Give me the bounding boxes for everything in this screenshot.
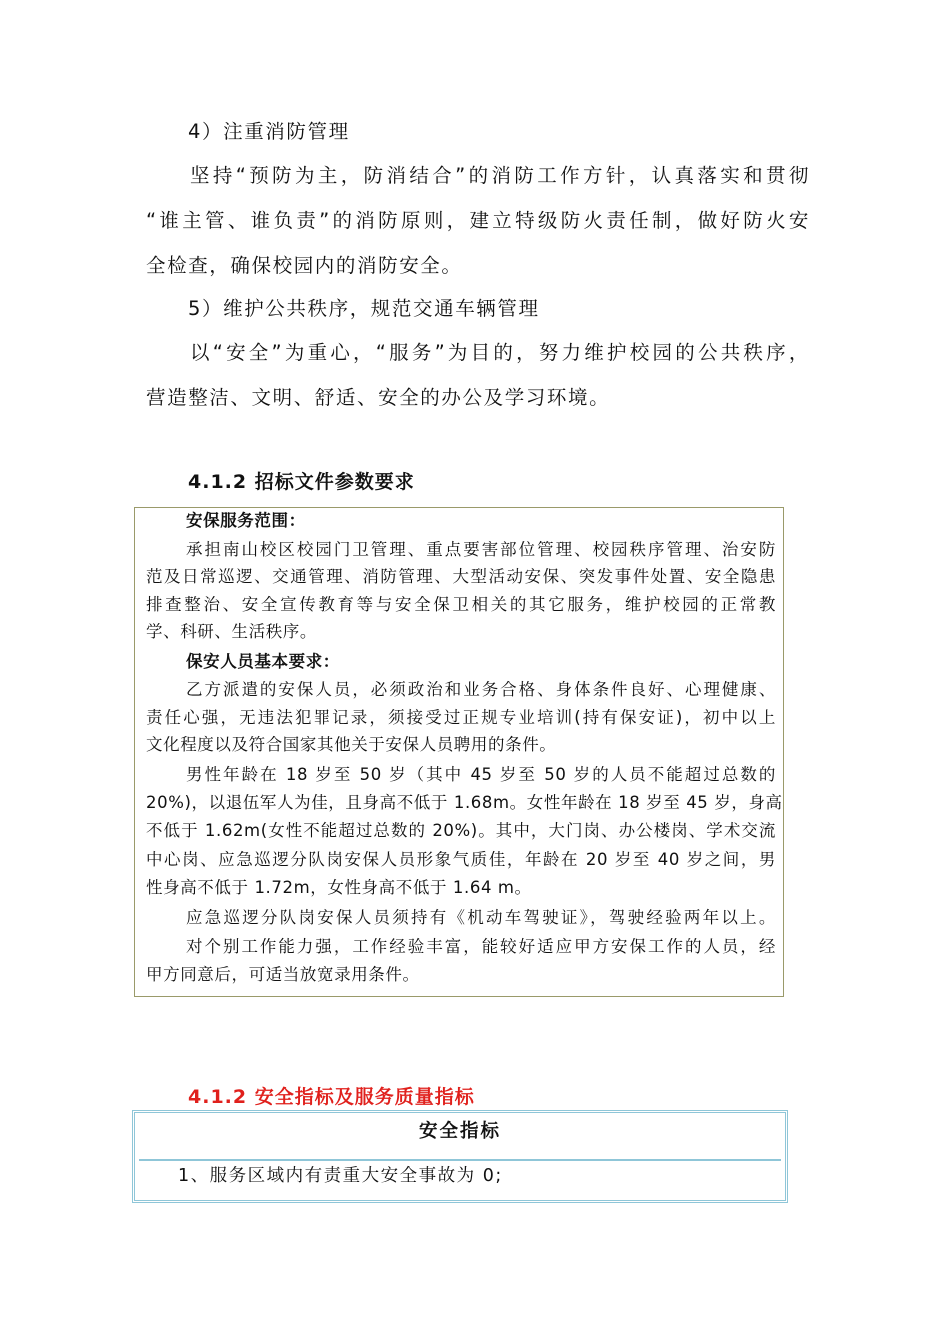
requirement-line: 不低于 1.62m(女性不能超过总数的 20%)。其中，大门岗、办公楼岗、学术交流 <box>146 821 776 840</box>
scope-line: 排查整治、安全宣传教育等与安全保卫相关的其它服务，维护校园的正常教 <box>146 595 776 614</box>
paragraph-line: 全检查，确保校园内的消防安全。 <box>146 254 463 277</box>
requirements-title: 保安人员基本要求： <box>186 652 340 671</box>
requirement-line: 应急巡逻分队岗安保人员须持有《机动车驾驶证》，驾驶经验两年以上。 <box>186 908 776 927</box>
heading-fire-management: 4）注重消防管理 <box>188 120 350 143</box>
scope-line: 范及日常巡逻、交通管理、消防管理、大型活动安保、突发事件处置、安全隐患 <box>146 567 776 586</box>
requirement-line: 中心岗、应急巡逻分队岗安保人员形象气质佳，年龄在 20 岁至 40 岁之间，男 <box>146 850 776 869</box>
requirement-line: 20%)，以退伍军人为佳，且身高不低于 1.68m。女性年龄在 18 岁至 45 岁，身高 <box>146 793 783 812</box>
scope-line: 学、科研、生活秩序。 <box>146 622 317 641</box>
section-title-tender-requirements: 4.1.2 招标文件参数要求 <box>188 471 415 493</box>
heading-public-order: 5）维护公共秩序，规范交通车辆管理 <box>188 297 540 320</box>
requirement-line: 文化程度以及符合国家其他关于安保人员聘用的条件。 <box>146 735 557 754</box>
paragraph-line: 营造整洁、文明、舒适、安全的办公及学习环境。 <box>146 386 611 409</box>
requirement-line: 甲方同意后，可适当放宽录用条件。 <box>146 965 420 984</box>
table-row: 1、服务区域内有责重大安全事故为 0; <box>178 1166 503 1186</box>
requirement-line: 男性年龄在 18 岁至 50 岁（其中 45 岁至 50 岁的人员不能超过总数的 <box>186 765 776 784</box>
requirement-line: 责任心强，无违法犯罪记录，须接受过正规专业培训(持有保安证)，初中以上 <box>146 708 776 727</box>
requirement-line: 性身高不低于 1.72m，女性身高不低于 1.64 m。 <box>146 878 532 897</box>
requirement-line: 乙方派遣的安保人员，必须政治和业务合格、身体条件良好、心理健康、 <box>186 680 776 699</box>
paragraph-line: 坚持“预防为主，防消结合”的消防工作方针，认真落实和贯彻 <box>190 164 810 187</box>
paragraph-line: 以“安全”为重心，“服务”为目的，努力维护校园的公共秩序， <box>190 341 810 364</box>
scope-line: 承担南山校区校园门卫管理、重点要害部位管理、校园秩序管理、治安防 <box>186 540 776 559</box>
section-title-safety-indicators: 4.1.2 安全指标及服务质量指标 <box>188 1086 475 1108</box>
table-header-cell: 安全指标 <box>418 1121 501 1142</box>
scope-title: 安保服务范围： <box>186 511 306 530</box>
paragraph-line: “谁主管、谁负责”的消防原则，建立特级防火责任制，做好防火安 <box>146 209 810 232</box>
requirement-line: 对个别工作能力强，工作经验丰富，能较好适应甲方安保工作的人员，经 <box>186 937 776 956</box>
